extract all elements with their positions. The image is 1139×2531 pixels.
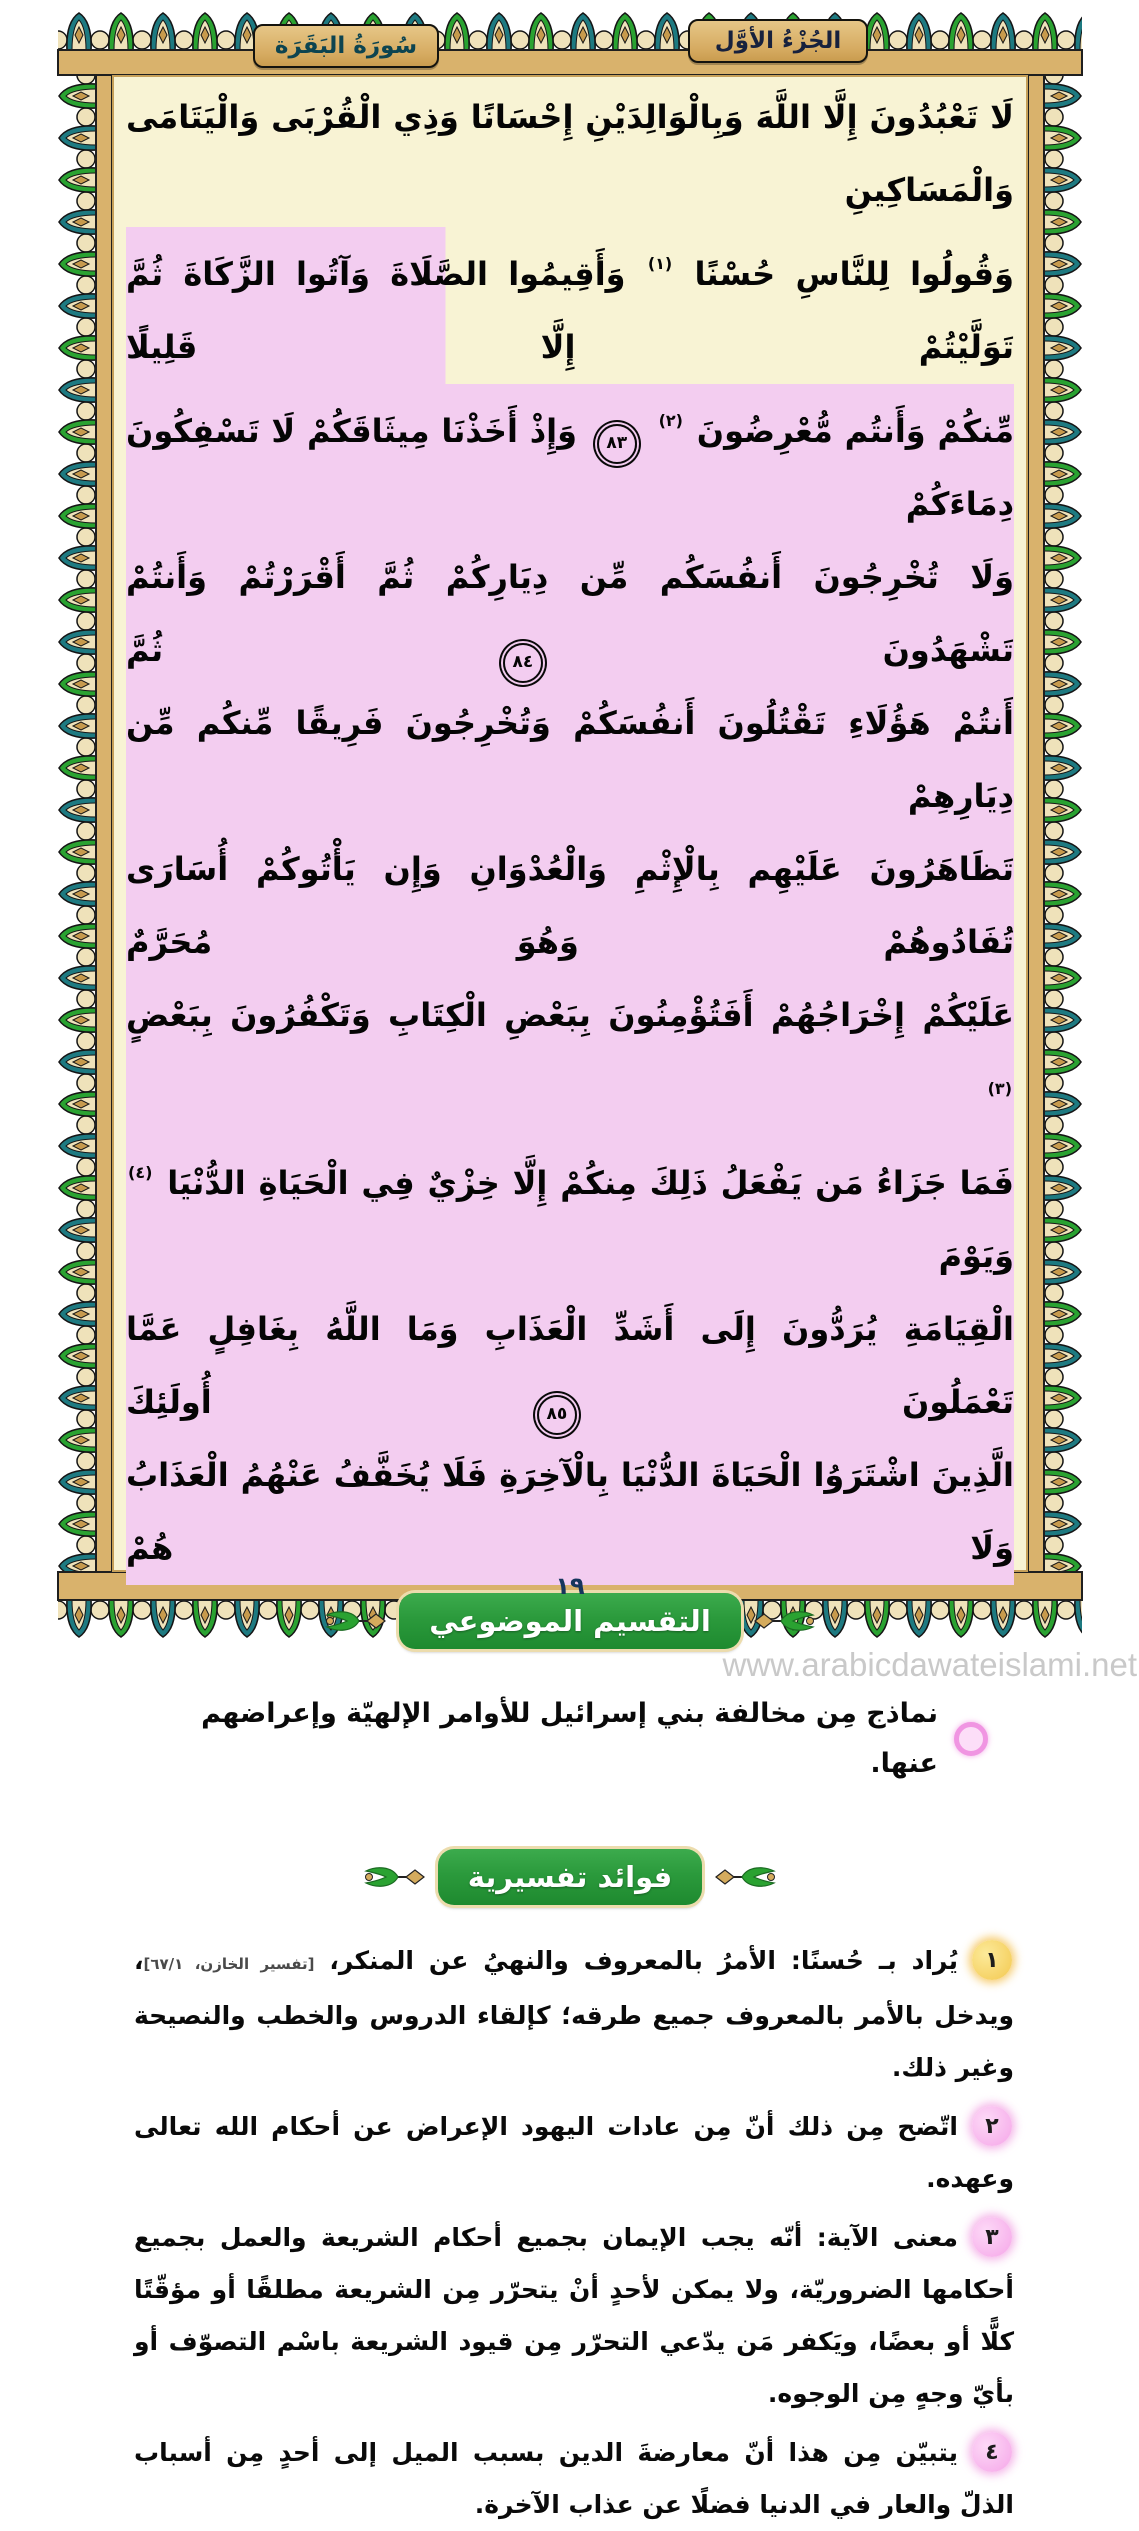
ayah-number-marker: ٨٥ — [537, 1395, 577, 1435]
tafsir-item — [134, 2101, 1014, 2205]
quran-line — [126, 541, 1014, 687]
quran-text-segment: فَمَا جَزَاءُ مَن يَفْعَلُ ذَلِكَ مِنكُمْ إِلَّا خِزْيٌ فِي الْحَيَاةِ الدُّنْيَا — [167, 1164, 1015, 1202]
quran-line — [126, 1136, 1014, 1293]
thematic-point-text: نماذج مِن مخالفة بني إسرائيل للأوامر الإلهيّة وإعراضهم عنها. — [201, 1698, 938, 1779]
tafsir-item — [134, 2212, 1014, 2420]
tafsir-text-segment: يُراد بـ حُسنًا: الأمرُ بالمعروف والنهيُ عن المنكر، — [314, 1946, 958, 1975]
quran-text-segment: أَنتُمْ هَؤُلَاءِ تَقْتُلُونَ أَنفُسَكُمْ وَتُخْرِجُونَ فَرِيقًا مِّنكُم مِّن دِيَارِهِمْ — [126, 704, 1014, 815]
tafsir-item — [134, 2427, 1014, 2531]
footnote-marker: (٤) — [128, 1163, 153, 1182]
source-reference: [تفسير الخازن، ٦٧/١] — [143, 1955, 315, 1973]
quran-text-block — [114, 77, 1026, 1585]
footnote-marker: (١) — [647, 254, 673, 273]
quran-line — [126, 1293, 1014, 1439]
quran-line — [126, 833, 1014, 979]
tafsir-text-segment: ، ويدخل بالأمر بالمعروف جميع طرقه؛ كإلقاء الدروس والخطب والنصيحة وغير ذلك. — [134, 1946, 1014, 2082]
ayah-number-marker: ٨٣ — [597, 424, 637, 464]
quran-text-segment: وَأَقِيمُوا الصَّلَاةَ وَآتُوا الزَّكَاةَ ثُمَّ تَوَلَّيْتُمْ إِلَّا قَلِيلًا — [126, 255, 1014, 366]
tafsir-item-text — [134, 2101, 1014, 2205]
tafsir-notes-list — [114, 1935, 1026, 2531]
quran-text-segment: عَلَيْكُمْ إِخْرَاجُهُمْ أَفَتُؤْمِنُونَ بِبَعْضِ الْكِتَابِ وَتَكْفُرُونَ بِبَعْضٍ — [126, 996, 1014, 1034]
pink-circle-bullet-icon — [954, 1722, 988, 1756]
quran-text-segment: وَإِذْ أَخَذْنَا مِيثَاقَكُمْ لَا تَسْفِكُونَ دِمَاءَكُمْ — [126, 412, 1014, 523]
tafsir-item-text — [134, 1935, 1014, 2094]
quran-text-segment: الْقِيَامَةِ يُرَدُّونَ إِلَى أَشَدِّ الْعَذَابِ وَمَا اللَّهُ بِغَافِلٍ عَمَّا تَعْمَلُونَ — [126, 1310, 1015, 1421]
footnote-marker: (٣) — [987, 1079, 1012, 1098]
tafsir-item-number-bullet: ٣ — [972, 2217, 1012, 2257]
tafsir-text-segment: اتّضح مِن ذلك أنّ مِن عادات اليهود الإعراض عن أحكام الله تعالى وعهده. — [134, 2112, 1014, 2193]
quran-text-segment: الَّذِينَ اشْتَرَوُا الْحَيَاةَ الدُّنْيَا بِالْآخِرَةِ فَلَا يُخَفَّفُ عَنْهُمُ الْعَذَابُ وَلَا هُمْ — [126, 1456, 1014, 1567]
banner-flourish-icon — [362, 1864, 426, 1890]
tafsir-item-number-bullet: ١ — [972, 1940, 1012, 1980]
quran-line — [126, 687, 1014, 833]
quran-line — [126, 1439, 1014, 1585]
tafsir-item-text — [134, 2212, 1014, 2420]
juz-number-label: الجُزْءُ الأوَّل — [714, 28, 842, 54]
tafsir-text-segment: معنى الآية: أنّه يجب الإيمان بجميع أحكام الشريعة والعمل بجميع أحكامها الضروريّة، ولا يمكن لأحدٍ أنْ يتحرّر مِن الشريعة مطلقًا أو مؤقّتًا كلًّا أو بعضًا، ويَكفر مَن يدّعي التحرّر مِن قيود الشريعة باسْم التصوّف أو بأيّ وجهٍ مِن الوجوه. — [134, 2223, 1014, 2408]
tafsir-item-number-bullet: ٤ — [972, 2432, 1012, 2472]
tafsir-item-number-bullet: ٢ — [972, 2106, 1012, 2146]
tafsir-item-text — [134, 2427, 1014, 2531]
quran-line — [126, 227, 1014, 384]
quran-text-segment: وَلَا تُخْرِجُونَ أَنفُسَكُم مِّن دِيَارِكُمْ ثُمَّ أَقْرَرْتُمْ وَأَنتُمْ تَشْهَدُونَ — [126, 558, 1014, 669]
thematic-division-banner-row — [114, 1593, 1026, 1649]
banner-flourish-icon — [323, 1608, 387, 1634]
quran-line — [126, 979, 1014, 1136]
tafsir-benefits-banner-row — [114, 1849, 1026, 1905]
quran-text-segment: لَا تَعْبُدُونَ إِلَّا اللَّهَ وَبِالْوَالِدَيْنِ إِحْسَانًا وَذِي الْقُرْبَى وَالْيَتَامَى وَالْمَسَاكِينِ — [126, 98, 1014, 209]
quran-text-segment: وَيَوْمَ — [938, 1237, 1014, 1275]
thematic-division-banner: التقسيم الموضوعي — [399, 1593, 741, 1649]
ayah-number-marker: ٨٤ — [503, 643, 543, 683]
tafsir-item — [134, 1935, 1014, 2094]
watermark-text: www.arabicdawateislami.net — [722, 1646, 1137, 1683]
quran-text-segment: وَقُولُوا لِلنَّاسِ حُسْنًا — [694, 255, 1015, 293]
footnote-marker: (٢) — [658, 411, 683, 430]
tafsir-benefits-banner: فوائد تفسيرية — [438, 1849, 702, 1905]
quran-text-segment: أُولَئِكَ — [126, 1383, 212, 1421]
surah-name-tab — [253, 24, 439, 68]
juz-number-tab — [688, 19, 868, 63]
thematic-point-row — [114, 1689, 1026, 1789]
tafsir-text-segment: يتبيّن مِن هذا أنّ معارضةَ الدين بسبب الميل إلى أحدٍ مِن أسباب الذلّ والعار في الدنيا فضلًا عن عذاب الآخرة. — [134, 2438, 1014, 2519]
quran-text-segment: مِّنكُمْ وَأَنتُم مُّعْرِضُونَ — [696, 412, 1015, 450]
quran-text-segment: ثُمَّ — [126, 631, 164, 669]
banner-flourish-icon — [714, 1864, 778, 1890]
surah-name-label: سُورَةُ البَقَرَة — [274, 33, 418, 59]
page-number: ١٩ — [555, 1572, 585, 1600]
quran-line — [126, 384, 1014, 541]
banner-flourish-icon — [753, 1608, 817, 1634]
quran-text-segment: تَظَاهَرُونَ عَلَيْهِم بِالْإِثْمِ وَالْعُدْوَانِ وَإِن يَأْتُوكُمْ أُسَارَى تُفَادُوهُمْ وَهُوَ مُحَرَّمٌ — [126, 850, 1014, 961]
quran-line — [126, 81, 1014, 227]
